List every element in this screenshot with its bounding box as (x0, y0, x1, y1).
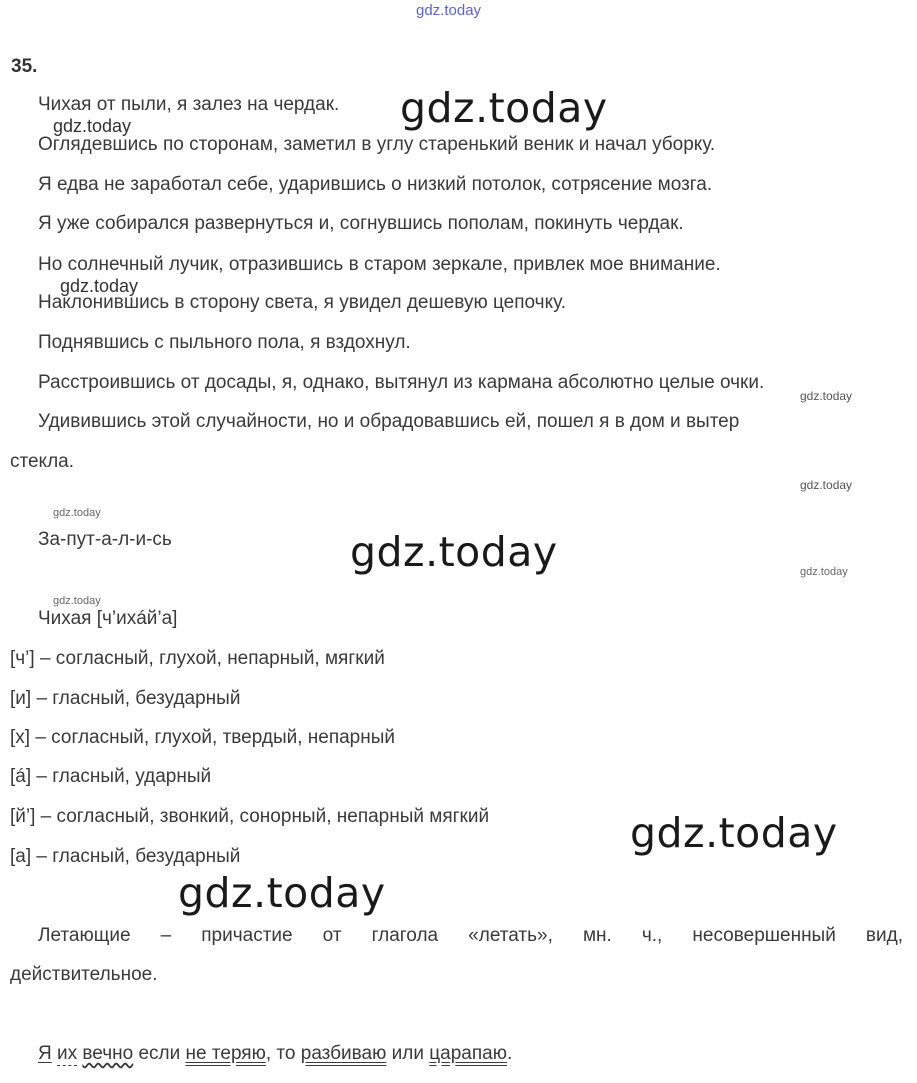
phonetic-word: Чихая [ч’ихáй’а] (38, 608, 178, 629)
sentence-4: Я уже собирался развернуться и, согнувшись пополам, покинуть чердак. (38, 213, 684, 234)
sentence-9-continuation: стекла. (10, 451, 75, 472)
phonetic-line-5: [й’] – согласный, звонкий, сонорный, непарный мягкий (10, 806, 490, 827)
phonetic-line-4: [á] – гласный, ударный (10, 766, 212, 787)
watermark-small-1: gdz.today (800, 389, 853, 403)
subject-word: Я (38, 1043, 52, 1064)
watermark-large-2: gdz.today (350, 528, 558, 576)
participle-verb-label: глагола (371, 925, 439, 946)
sentence-5: Но солнечный лучик, отразившись в старом зеркале, привлек мое внимание. (38, 254, 721, 275)
participle-analysis-line-1 (38, 925, 903, 947)
watermark-small-4: gdz.today (800, 566, 848, 578)
conjunction-or: или (391, 1043, 424, 1064)
participle-analysis-line-2: действительное. (10, 964, 158, 985)
participle-number-abbr: ч., (641, 925, 663, 946)
participle-verb: «летать», (468, 925, 553, 946)
watermark-medium-1: gdz.today (53, 116, 132, 136)
adverbial-word: вечно (82, 1043, 134, 1064)
participle-aspect-label: вид, (865, 925, 903, 946)
conjunction-word: если (138, 1043, 181, 1064)
participle-dash: – (160, 925, 172, 946)
participle-term: причастие (201, 925, 293, 946)
predicate-2: разбиваю (300, 1043, 387, 1064)
phonetic-line-6: [а] – гласный, безударный (10, 846, 241, 867)
object-word: их (57, 1043, 78, 1064)
watermark-small-5: gdz.today (53, 595, 101, 607)
sentence-7: Поднявшись с пыльного пола, я вздохнул. (38, 332, 411, 353)
sentence-8: Расстроившись от досады, я, однако, вытянул из кармана абсолютно целые очки. (38, 372, 765, 393)
predicate-1: не теряю (185, 1043, 266, 1064)
participle-aspect: несовершенный (692, 925, 836, 946)
syllable-division: За-пут-а-л-и-сь (38, 529, 172, 550)
phonetic-line-1: [ч’] – согласный, глухой, непарный, мягкий (10, 648, 385, 669)
watermark-small-3: gdz.today (53, 507, 101, 519)
comma-to: , то (265, 1043, 296, 1064)
phonetic-line-3: [х] – согласный, глухой, твердый, непарный (10, 727, 396, 748)
phonetic-line-2: [и] – гласный, безударный (10, 688, 241, 709)
watermark-large-4: gdz.today (178, 869, 386, 917)
sentence-3: Я едва не заработал себе, ударившись о низкий потолок, сотрясение мозга. (38, 174, 713, 195)
sentence-9: Удивившись этой случайности, но и обрадовавшись ей, пошел я в дом и вытер (38, 411, 740, 432)
watermark-large-1: gdz.today (400, 84, 608, 132)
participle-word: Летающие (38, 925, 131, 946)
sentence-1: Чихая от пыли, я залез на чердак. (38, 94, 340, 115)
participle-number: мн. (582, 925, 612, 946)
watermark-medium-2: gdz.today (60, 276, 139, 296)
sentence-end: . (506, 1043, 513, 1064)
participle-from: от (322, 925, 342, 946)
sentence-2: Оглядевшись по сторонам, заметил в углу старенький веник и начал уборку. (38, 134, 716, 155)
watermark-top: gdz.today (416, 2, 482, 19)
watermark-large-3: gdz.today (630, 809, 838, 857)
predicate-3: царапаю (429, 1043, 507, 1064)
sentence-6: Наклонившись в сторону света, я увидел дешевую цепочку. (38, 292, 566, 313)
exercise-number: 35. (11, 56, 38, 77)
parsed-sentence (38, 1043, 512, 1065)
watermark-small-2: gdz.today (800, 478, 853, 492)
